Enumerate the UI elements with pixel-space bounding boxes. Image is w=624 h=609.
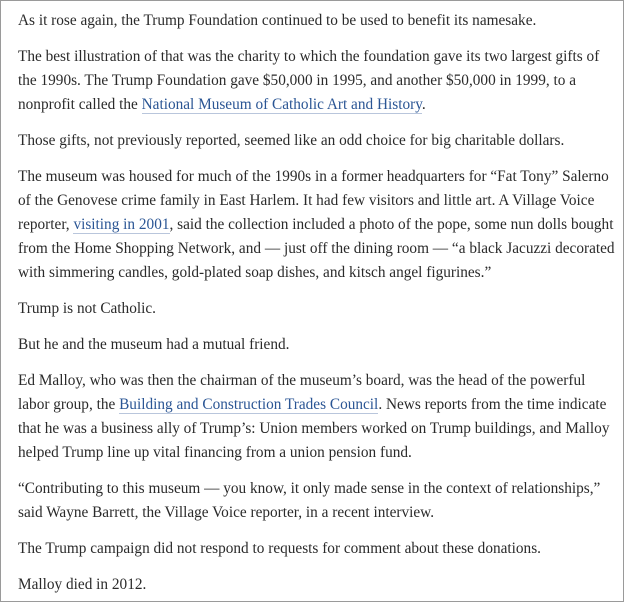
paragraph-text: Ed Malloy, who was then the chairman of the museum’s board, was the head of the powerful labor group, the [18, 372, 586, 413]
article-body [18, 9, 618, 609]
paragraph-text: The best illustration of that was the charity to which the foundation gave its two largest gifts of the 1990s. The Trump Foundation gave $50,000 in 1995, and another $50,000 in 1999, to a nonprofit called the [18, 48, 600, 113]
paragraph-ed-malloy [18, 369, 618, 465]
paragraph-text: , said the collection included a photo of the pope, some nun dolls bought from the Home Shopping Network, and — just off the dining room — “a black Jacuzzi decorated with simmering candles, gold-plated soap dishes, and kitsch angel figurines.” [18, 216, 615, 281]
paragraph-not-catholic: Trump is not Catholic. [18, 300, 156, 317]
paragraph-text: The museum was housed for much of the 1990s in a former headquarters for “Fat Tony” Salerno of the Genovese crime family in East Harlem. It had few visitors and little art. A Village Voice reporter, [18, 168, 609, 233]
link-national-museum-catholic-art[interactable]: National Museum of Catholic Art and History [141, 96, 422, 113]
paragraph-campaign-no-comment: The Trump campaign did not respond to requests for comment about these donations. [18, 540, 541, 557]
paragraph-mutual-friend: But he and the museum had a mutual friend. [18, 336, 290, 353]
paragraph-odd-choice: Those gifts, not previously reported, seemed like an odd choice for big charitable dollars. [18, 132, 565, 149]
paragraph-text: . [421, 96, 426, 113]
link-visiting-in-2001[interactable]: visiting in 2001 [73, 216, 170, 233]
paragraph-barrett-quote: “Contributing to this museum — you know, it only made sense in the context of relationships,” said Wayne Barrett, the Village Voice reporter, in a recent interview. [18, 480, 601, 521]
paragraph-text: . News reports from the time indicate that he was a business ally of Trump’s: Union members worked on Trump buildings, and Malloy helped Trump line up vital financing from a union pension fund. [18, 396, 610, 461]
paragraph-malloy-died: Malloy died in 2012. [18, 576, 147, 593]
paragraph-largest-gifts [18, 45, 618, 117]
paragraph-foundation-rose: As it rose again, the Trump Foundation continued to be used to benefit its namesake. [18, 12, 537, 29]
link-building-construction-trades-council[interactable]: Building and Construction Trades Council [119, 396, 379, 413]
paragraph-museum-description [18, 165, 618, 285]
